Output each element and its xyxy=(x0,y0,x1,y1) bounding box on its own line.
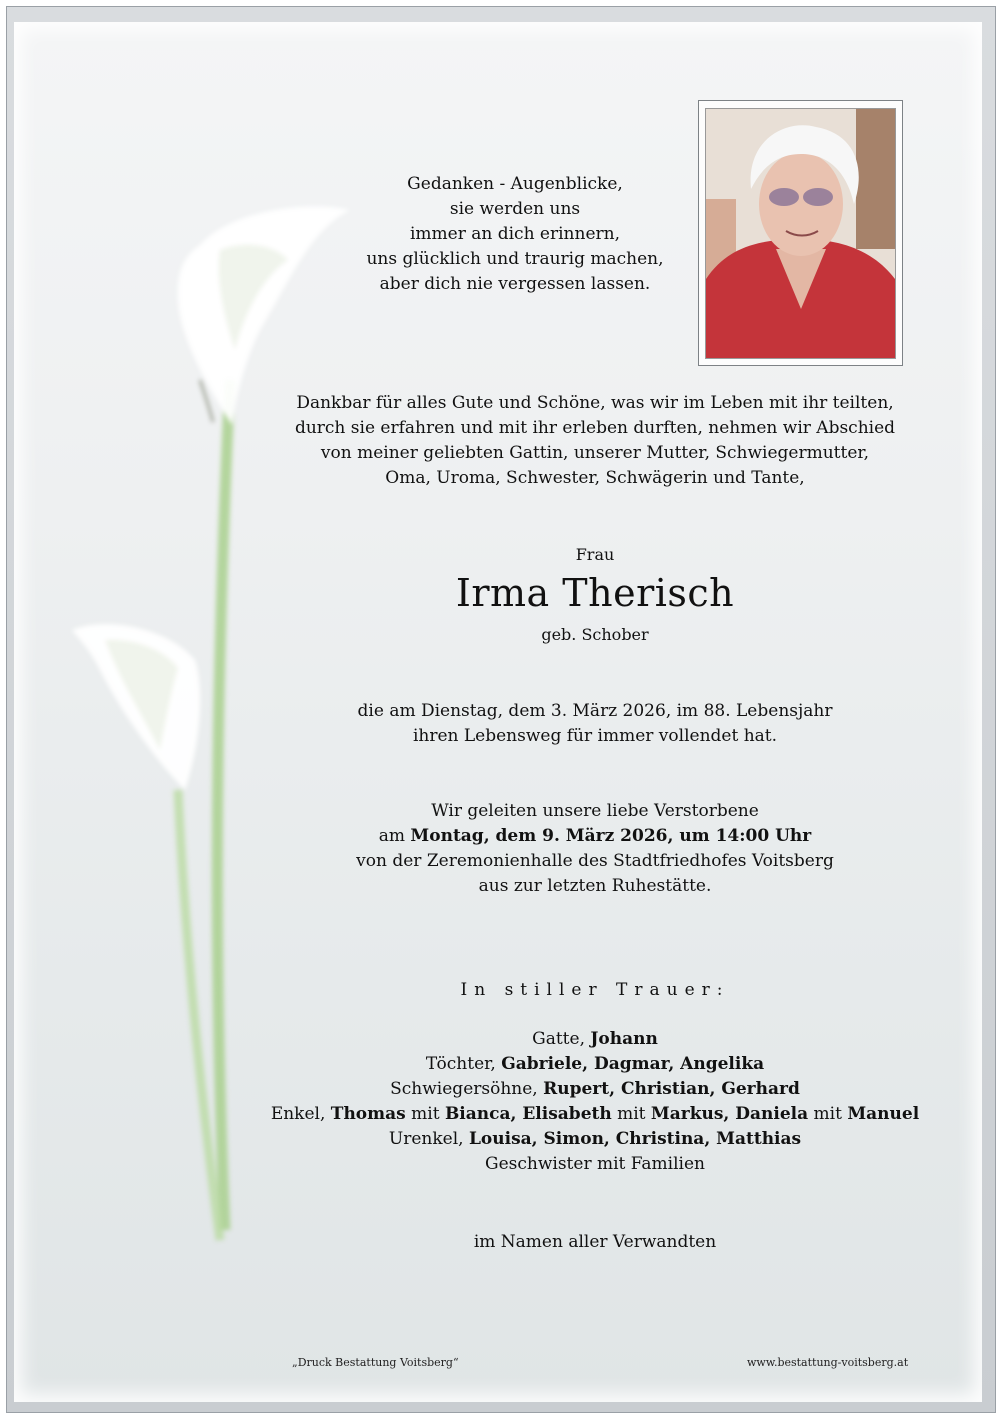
death-line: ihren Lebensweg für immer vollendet hat. xyxy=(412,726,778,746)
family-names: Thomas xyxy=(330,1104,406,1124)
portrait-frame xyxy=(698,100,903,366)
connector: mit xyxy=(808,1104,848,1124)
poem-line: aber dich nie vergessen lassen. xyxy=(379,274,651,294)
funeral-date-line xyxy=(300,824,890,849)
family-names: Gabriele, Dagmar, Angelika xyxy=(501,1054,765,1074)
family-row xyxy=(240,1152,950,1177)
gratitude-line: von meiner geliebten Gattin, unserer Mutter, Schwiegermutter, xyxy=(320,443,870,463)
family-row xyxy=(240,1127,950,1152)
family-names: Rupert, Christian, Gerhard xyxy=(543,1079,800,1099)
funeral-date-prefix: am xyxy=(378,826,411,846)
gratitude-text xyxy=(270,391,920,491)
connector: mit xyxy=(611,1104,651,1124)
funeral-line: von der Zeremonienhalle des Stadtfriedhofes Voitsberg xyxy=(356,851,834,871)
relation-label: Urenkel, xyxy=(388,1129,469,1149)
family-names: Bianca, Elisabeth xyxy=(444,1104,612,1124)
family-names: Johann xyxy=(590,1029,658,1049)
poem-line: Gedanken - Augenblicke, xyxy=(407,174,623,194)
poem-line: sie werden uns xyxy=(449,199,581,219)
website-link[interactable]: www.bestattung-voitsberg.at xyxy=(747,1356,909,1369)
birth-name: geb. Schober xyxy=(541,625,649,644)
closing-line: im Namen aller Verwandten xyxy=(473,1232,717,1252)
family-row xyxy=(240,1027,950,1052)
deceased-name: Irma Therisch xyxy=(455,571,735,615)
death-line: die am Dienstag, dem 3. März 2026, im 88. Lebensjahr xyxy=(357,701,833,721)
relation-label: Geschwister mit Familien xyxy=(485,1154,705,1174)
family-list xyxy=(240,1027,950,1177)
relation-label: Töchter, xyxy=(425,1054,502,1074)
family-row xyxy=(240,1102,950,1127)
family-names: Louisa, Simon, Christina, Matthias xyxy=(468,1129,802,1149)
funeral-line: aus zur letzten Ruhestätte. xyxy=(478,876,712,896)
mourning-heading: In stiller Trauer: xyxy=(460,980,730,1000)
gratitude-line: Dankbar für alles Gute und Schöne, was wir im Leben mit ihr teilten, xyxy=(296,393,894,413)
funeral-notice xyxy=(300,799,890,899)
poem-line: immer an dich erinnern, xyxy=(409,224,620,244)
gratitude-line: Oma, Uroma, Schwester, Schwägerin und Tante, xyxy=(385,468,805,488)
death-notice xyxy=(300,699,890,749)
poem-line: uns glücklich und traurig machen, xyxy=(366,249,664,269)
family-names: Manuel xyxy=(847,1104,920,1124)
family-row xyxy=(240,1077,950,1102)
funeral-line: Wir geleiten unsere liebe Verstorbene xyxy=(431,801,759,821)
printer-credit: „Druck Bestattung Voitsberg“ xyxy=(292,1356,459,1369)
deceased-title: Frau xyxy=(575,545,615,564)
family-names: Markus, Daniela xyxy=(650,1104,809,1124)
gratitude-line: durch sie erfahren und mit ihr erleben durften, nehmen wir Abschied xyxy=(294,418,896,438)
poem xyxy=(300,172,730,297)
portrait-illustration xyxy=(706,109,895,358)
relation-label: Enkel, xyxy=(270,1104,331,1124)
funeral-date: Montag, dem 9. März 2026, um 14:00 Uhr xyxy=(410,826,812,846)
relation-label: Schwiegersöhne, xyxy=(390,1079,544,1099)
portrait-photo xyxy=(705,108,896,359)
connector: mit xyxy=(405,1104,445,1124)
relation-label: Gatte, xyxy=(532,1029,591,1049)
family-row xyxy=(240,1052,950,1077)
